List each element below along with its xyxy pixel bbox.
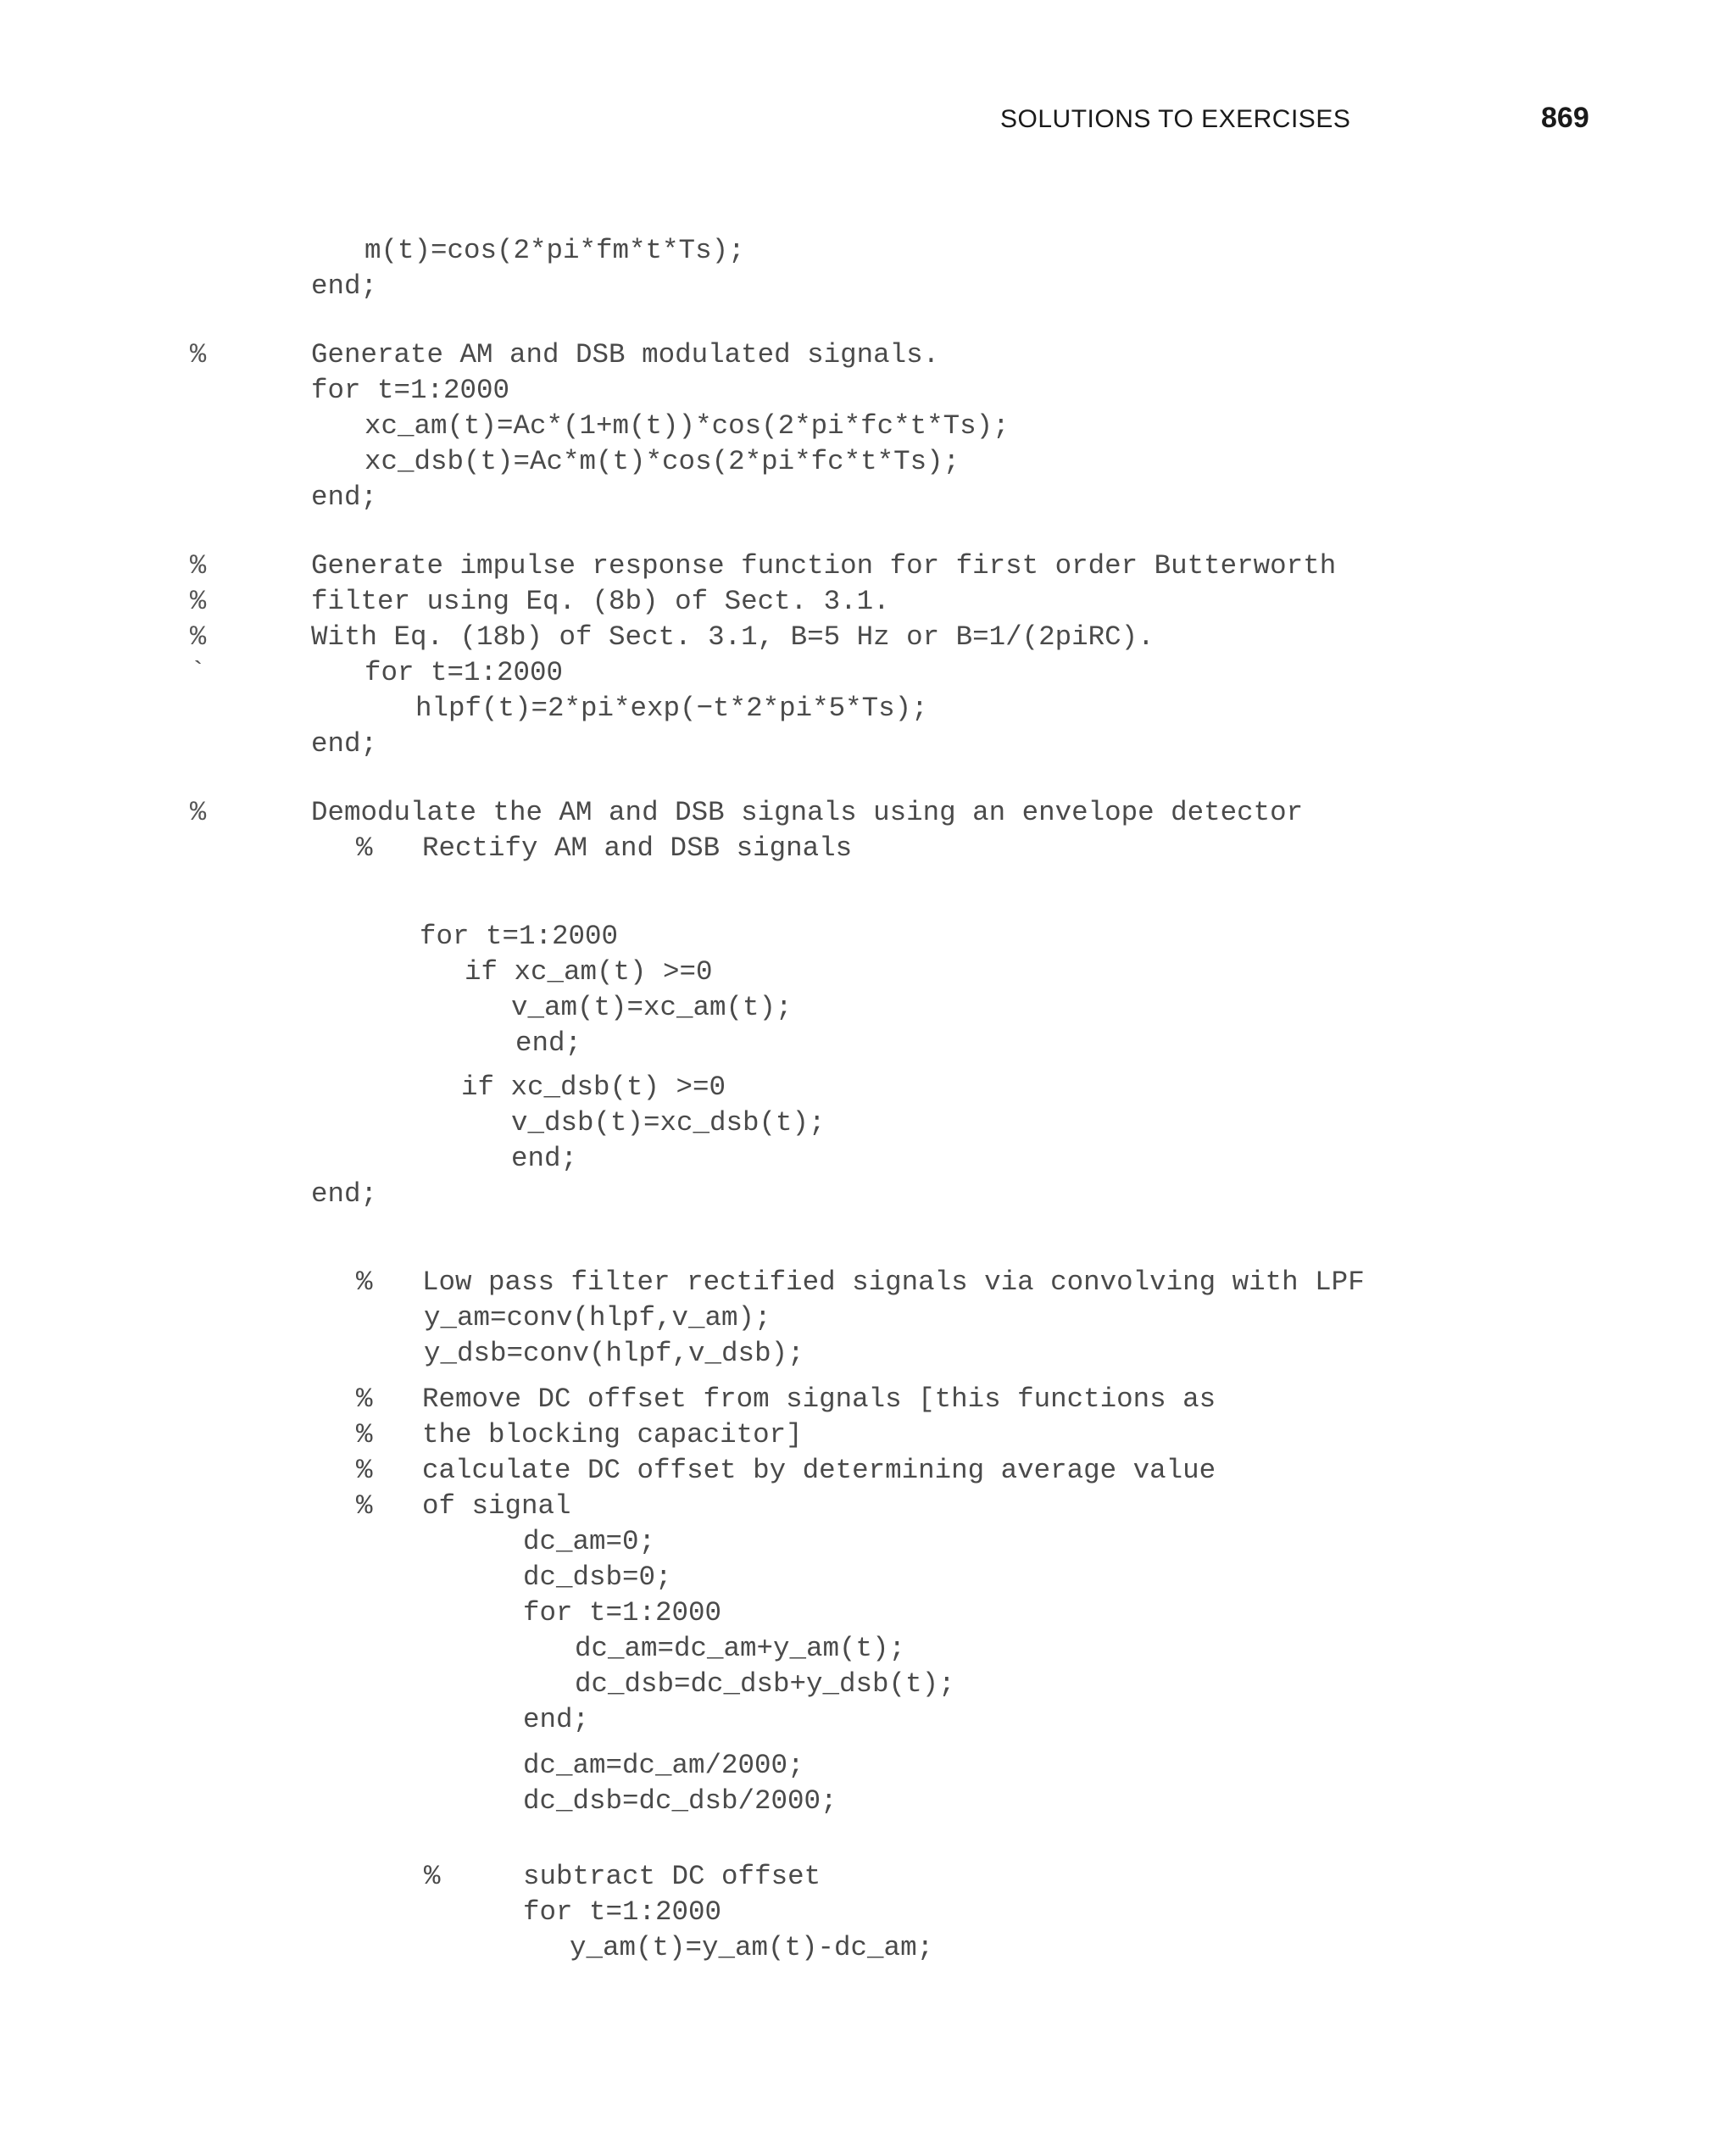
comment-marker: % [190,797,207,828]
code-text: end; [515,1027,582,1059]
code-text: end; [311,270,378,302]
code-line [0,1264,1736,1301]
code-line [0,408,1736,445]
code-line [0,1783,1736,1820]
code-text: y_am(t)=y_am(t)-dc_am; [570,1932,934,1963]
code-line [0,954,1736,991]
code-line [0,989,1736,1027]
code-text: filter using Eq. (8b) of Sect. 3.1. [311,586,890,617]
code-line [0,1105,1736,1142]
code-line [0,1452,1736,1489]
code-line [0,794,1736,832]
code-line [0,830,1736,867]
code-line [0,1488,1736,1525]
code-line [0,1025,1736,1062]
code-line [0,268,1736,305]
page-number: 869 [1541,102,1589,134]
code-text: end; [311,482,378,513]
code-text: % the blocking capacitor] [356,1419,803,1450]
code-line [0,1701,1736,1739]
code-line [0,726,1736,763]
code-line [0,1894,1736,1931]
code-text: xc_am(t)=Ac*(1+m(t))*cos(2*pi*fc*t*Ts); [364,410,1010,442]
code-line [0,583,1736,621]
code-line [0,479,1736,516]
code-line [0,918,1736,955]
code-line [0,548,1736,585]
code-text: for t=1:2000 [311,375,510,406]
code-text: % calculate DC offset by determining average value [356,1455,1216,1486]
comment-marker: % [190,621,207,653]
code-text: dc_dsb=dc_dsb/2000; [523,1785,837,1817]
code-text: if xc_dsb(t) >=0 [461,1072,726,1103]
code-text: % of signal [356,1490,571,1522]
code-line [0,1559,1736,1596]
code-line [0,1069,1736,1106]
code-line [0,1417,1736,1454]
code-text: for t=1:2000 [364,657,564,688]
code-text: for t=1:2000 [420,921,619,952]
code-line [0,1176,1736,1213]
code-line [0,690,1736,727]
code-line [0,232,1736,270]
comment-marker: ` [190,657,207,688]
code-line [0,1140,1736,1177]
code-text: v_dsb(t)=xc_dsb(t); [511,1107,826,1139]
code-line [0,372,1736,409]
code-line [0,1747,1736,1784]
code-text: end; [311,728,378,760]
comment-marker: % [190,550,207,582]
code-text: y_dsb=conv(hlpf,v_dsb); [424,1338,804,1369]
code-line [0,1381,1736,1418]
code-text: for t=1:2000 [523,1896,722,1928]
code-text: m(t)=cos(2*pi*fm*t*Ts); [364,235,745,266]
code-text: % Low pass filter rectified signals via convolving with LPF [356,1267,1365,1298]
code-text: % Rectify AM and DSB signals [356,832,853,864]
code-text: dc_dsb=0; [523,1562,672,1593]
code-text: y_am=conv(hlpf,v_am); [424,1302,771,1333]
code-line [0,654,1736,692]
code-text: end; [511,1143,578,1174]
code-line [0,1666,1736,1703]
code-line [0,1929,1736,1967]
code-text: if xc_am(t) >=0 [465,956,713,988]
comment-marker: % [190,586,207,617]
code-text: xc_dsb(t)=Ac*m(t)*cos(2*pi*fc*t*Ts); [364,446,960,477]
code-text: % Remove DC offset from signals [this functions as [356,1383,1216,1415]
code-line [0,1630,1736,1667]
code-line [0,1335,1736,1372]
code-line [0,1858,1736,1896]
code-line [0,1300,1736,1337]
code-text: Generate impulse response function for first order Butterworth [311,550,1337,582]
code-text: end; [311,1178,378,1210]
code-text: dc_am=dc_am/2000; [523,1750,804,1781]
code-text: for t=1:2000 [523,1597,722,1628]
code-line [0,1523,1736,1561]
code-text: end; [523,1704,590,1735]
comment-marker: % [190,339,207,370]
running-head: SOLUTIONS TO EXERCISES [1000,105,1351,133]
code-text: Generate AM and DSB modulated signals. [311,339,940,370]
code-text: With Eq. (18b) of Sect. 3.1, B=5 Hz or B=1/(2piRC). [311,621,1155,653]
code-text: dc_am=0; [523,1526,656,1557]
code-text: Demodulate the AM and DSB signals using an envelope detector [311,797,1304,828]
code-line [0,619,1736,656]
code-line [0,443,1736,481]
code-text: % subtract DC offset [424,1861,821,1892]
code-text: hlpf(t)=2*pi*exp(−t*2*pi*5*Ts); [415,693,928,724]
code-line [0,1595,1736,1632]
code-text: dc_dsb=dc_dsb+y_dsb(t); [575,1668,955,1700]
code-text: v_am(t)=xc_am(t); [511,992,793,1023]
code-line [0,337,1736,374]
code-text: dc_am=dc_am+y_am(t); [575,1633,906,1664]
